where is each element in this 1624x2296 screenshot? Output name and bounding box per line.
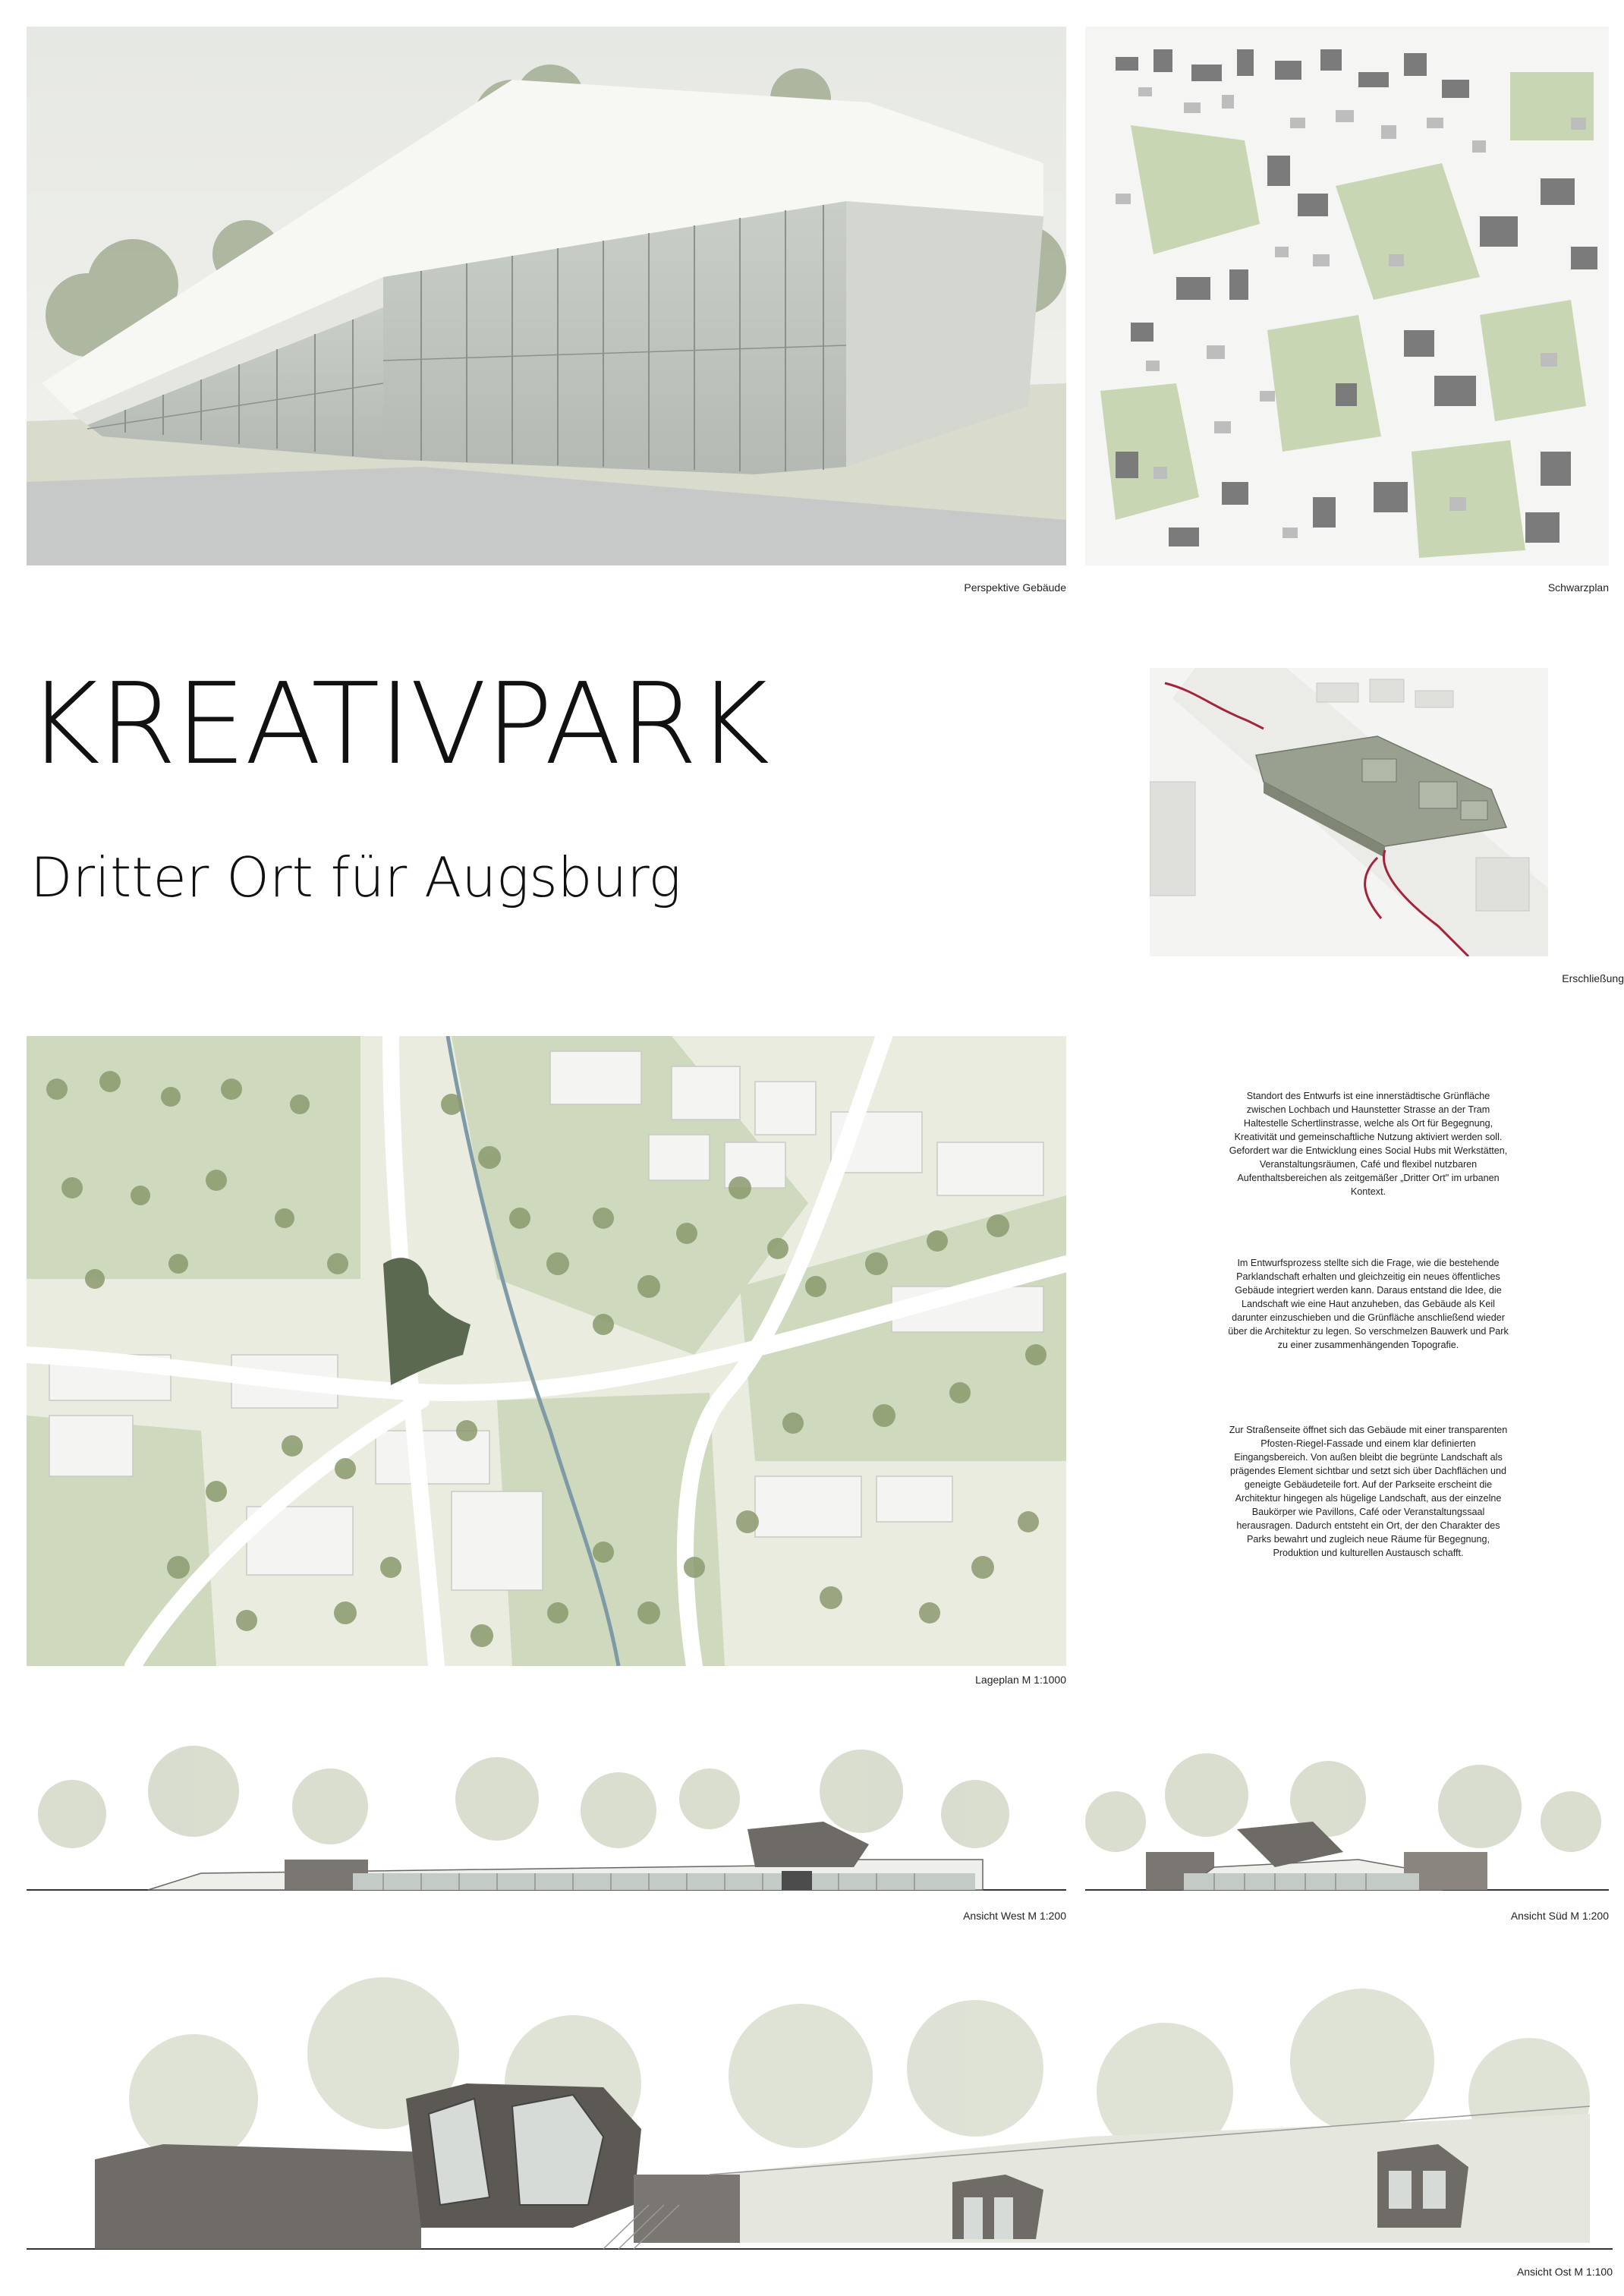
erschliessung-caption: Erschließung	[1562, 972, 1624, 984]
page-subtitle: Dritter Ort für Augsburg	[30, 846, 681, 909]
description-paragraph-1: Standort des Entwurfs ist eine innerstädtische Grünfläche zwischen Lochbach und Haunstetter Strasse an der Tram Haltestelle Schertlinstrasse, welche als Ort für Begegnung, Kreativität und gemeinschaftliche Nutzung aktiviert werden soll. Gefordert war die Entwicklung eines Social Hubs mit Werkstätten, Veranstaltungsräumen, Café und flexibel nutzbaren Aufenthaltsbereichen als zeitgemäßer „Dritter Ort" im urbanen Kontext.	[1229, 1091, 1508, 1197]
ansicht-sued-elevation	[1085, 1738, 1609, 1898]
description-paragraph-2: Im Entwurfsprozess stellte sich die Frage, wie die bestehende Parklandschaft erhalten und gleichzeitig ein neues öffentliches Gebäude integriert werden kann. Daraus entstand die Idee, die Landschaft wie eine Haut anzuheben, das Gebäude als Keil darunter einzuschieben und die Grünfläche anschließend wieder über die Architektur zu legen. So verschmelzen Bauwerk und Park zu einer zusammenhängenden Topografie.	[1228, 1258, 1509, 1350]
ansicht-west-elevation	[27, 1738, 1066, 1898]
schwarzplan-map	[1085, 27, 1609, 565]
ansicht-sued-caption: Ansicht Süd M 1:200	[1510, 1910, 1609, 1922]
lageplan-caption: Lageplan M 1:1000	[975, 1674, 1066, 1686]
ansicht-ost-caption: Ansicht Ost M 1:100	[1516, 2266, 1613, 2278]
perspective-render	[27, 27, 1066, 565]
perspective-caption: Perspektive Gebäude	[964, 581, 1066, 594]
page-title: KREATIVPARK	[27, 659, 769, 789]
ansicht-west-caption: Ansicht West M 1:200	[963, 1910, 1066, 1922]
ansicht-ost-elevation	[27, 1954, 1613, 2254]
schwarzplan-caption: Schwarzplan	[1547, 581, 1609, 594]
lageplan-site-plan	[27, 1036, 1066, 1666]
erschliessung-diagram	[1150, 668, 1548, 956]
description-paragraph-3: Zur Straßenseite öffnet sich das Gebäude mit einer transparenten Pfosten-Riegel-Fassade und einem klar definierten Eingangsbereich. Von außen bleibt die begrünte Landschaft als prägendes Element sichtbar und setzt sich über Dachflächen und geneigte Gebäudeteile fort. Auf der Parkseite erscheint die Architektur hingegen als hügelige Landschaft, aus der einzelne Baukörper wie Pavillons, Café oder Veranstaltungssaal herausragen. Dadurch entsteht ein Ort, der den Charakter des Parks bewahrt und zugleich neue Räume für Begegnung, Produktion und kulturellen Austausch schafft.	[1229, 1425, 1508, 1558]
